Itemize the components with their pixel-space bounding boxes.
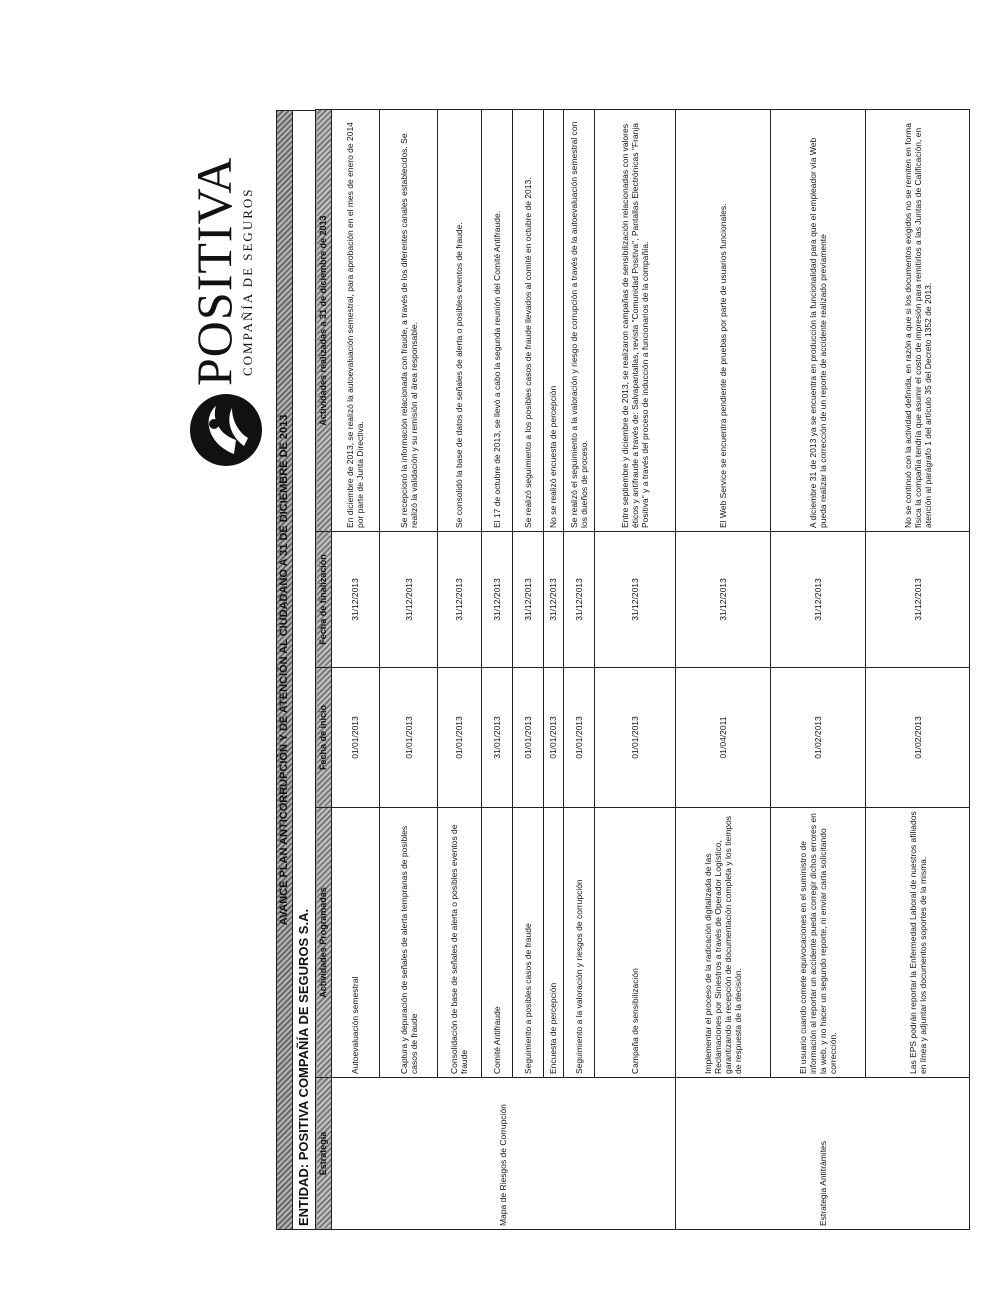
activities-table <box>315 109 970 1230</box>
table-row <box>564 110 595 1230</box>
done-cell: El Web Service se encuentra pendiente de pruebas por parte de usuarios funcionales. <box>676 110 771 532</box>
done-cell: No se continuó con la actividad definida, en razón a que si los documentos exigidos no se remiten en forma física la compañía tendría que asumir el costo de impresión para remitirlos a las Juntas de Calificación, en atención al parágrafo 1 del artículo 35 del Decreto 1352 de 2013. <box>866 110 970 532</box>
activity-cell: Encuesta de percepción <box>543 808 564 1078</box>
end-date-cell: 31/12/2013 <box>380 532 438 668</box>
done-cell: El 17 de octubre de 2013, se llevó a cabo la segunda reunión del Comité Antifraude. <box>481 110 512 532</box>
positiva-logo <box>186 140 271 470</box>
activity-cell: Seguimiento a posibles casos de fraude <box>512 808 543 1078</box>
start-date-cell: 01/01/2013 <box>543 668 564 808</box>
start-date-cell: 01/01/2013 <box>512 668 543 808</box>
end-date-cell: 31/12/2013 <box>595 532 676 668</box>
done-cell: A diciembre 31 de 2013 ya se encuentra en producción la funcionalidad para que el empleador vía Web pueda realizar la corrección de un reporte de accidente realizado previamente <box>771 110 866 532</box>
end-date-cell: 31/12/2013 <box>543 532 564 668</box>
table-row <box>331 110 380 1230</box>
start-date-cell: 01/01/2013 <box>331 668 380 808</box>
table-row <box>512 110 543 1230</box>
logo-emblem-icon <box>186 390 266 470</box>
table-row <box>595 110 676 1230</box>
done-cell: Se recepcionó la información relacionada con fraude, a través de los diferentes canales establecidos. Se realizó la validación y su remisión al área responsable. <box>380 110 438 532</box>
table-row <box>676 110 771 1230</box>
start-date-cell: 01/02/2013 <box>866 668 970 808</box>
done-cell: En diciembre de 2013, se realizó la autoevaluación semestral, para aprobación en el mes de enero de 2014 por parte de Junta Directiva. <box>331 110 380 532</box>
start-date-cell: 31/01/2013 <box>481 668 512 808</box>
header-activities: Actividades Programadas <box>316 808 332 1078</box>
strategy-cell: Mapa de Riesgos de Corrupción <box>331 1078 676 1230</box>
end-date-cell: 31/12/2013 <box>438 532 481 668</box>
done-cell: Se consolidó la base de datos de señales de alerta o posibles eventos de fraude. <box>438 110 481 532</box>
done-cell: Se realizó el seguimiento a la valoración y riesgo de corrupción a través de la autoevaluación semestral con los dueños de proceso. <box>564 110 595 532</box>
table-header-row <box>316 110 332 1230</box>
start-date-cell: 01/01/2013 <box>438 668 481 808</box>
end-date-cell: 31/12/2013 <box>512 532 543 668</box>
activity-cell: Implementar el proceso de la radicación digitalizada de las Reclamaciones por Siniestros a través de Operador Logístico, garantizando la recepción de documentación completa y los tiempos de respuesta de la decisión. <box>676 808 771 1078</box>
start-date-cell: 01/01/2013 <box>380 668 438 808</box>
table-row <box>543 110 564 1230</box>
start-date-cell: 01/04/2011 <box>676 668 771 808</box>
start-date-cell: 01/02/2013 <box>771 668 866 808</box>
end-date-cell: 31/12/2013 <box>331 532 380 668</box>
activity-cell: El usuario cuando comete equivocaciones en el suministro de información al reportar un accidente pueda corregir dichos errores en la web, y no hacer un segundo reporte, ni enviar carta solicitando corrección. <box>771 808 866 1078</box>
end-date-cell: 31/12/2013 <box>771 532 866 668</box>
activity-cell: Comité Antifraude <box>481 808 512 1078</box>
header-done: Actividades realizadas a 31 de diciembre de 2013 <box>316 110 332 532</box>
end-date-cell: 31/12/2013 <box>866 532 970 668</box>
done-cell: Se realizó seguimiento a los posibles casos de fraude llevados al comité en octubre de 2013. <box>512 110 543 532</box>
done-cell: No se realizó encuesta de percepción <box>543 110 564 532</box>
entity-name: ENTIDAD: POSITIVA COMPAÑÍA DE SEGUROS S.A. <box>293 110 315 1230</box>
document-title: AVANCE PLAN ANTICORRUPCIÓN Y DE ATENCIÓN AL CIUDADANO A 31 DE DICIEMBRE DE 2013 <box>276 110 293 1230</box>
table-row <box>866 110 970 1230</box>
table-row <box>380 110 438 1230</box>
activity-cell: Consolidación de base de señales de alerta o posibles eventos de fraude <box>438 808 481 1078</box>
start-date-cell: 01/01/2013 <box>564 668 595 808</box>
end-date-cell: 31/12/2013 <box>564 532 595 668</box>
activity-cell: Autoevaluación semestral <box>331 808 380 1078</box>
activity-cell: Captura y depuración de señales de alerta tempranas de posibles casos de fraude <box>380 808 438 1078</box>
table-row <box>438 110 481 1230</box>
header-start-date: Fecha de inicio <box>316 668 332 808</box>
done-cell: Entre septiembre y diciembre de 2013, se realizaron campañas de sensibilización relacionadas con valores éticos y antifraude a través de: Salvapantallas, revista "Comunidad Positiva", Pantallas Electrónicas "Franja Positiva" y a través del proceso de inducción a funcionarios de la compañía. <box>595 110 676 532</box>
end-date-cell: 31/12/2013 <box>481 532 512 668</box>
activity-cell: Campaña de sensibilización <box>595 808 676 1078</box>
start-date-cell: 01/01/2013 <box>595 668 676 808</box>
brand-name: POSITIVA <box>186 156 242 386</box>
end-date-cell: 31/12/2013 <box>676 532 771 668</box>
table-row <box>481 110 512 1230</box>
strategy-cell: Estrategia Antitrámites <box>676 1078 970 1230</box>
brand-subtitle: COMPAÑÍA DE SEGUROS <box>240 187 255 376</box>
rotated-page <box>180 110 970 1230</box>
header-strategy: Estrategia <box>316 1078 332 1230</box>
activity-cell: Seguimiento a la valoración y riesgos de corrupción <box>564 808 595 1078</box>
header-end-date: Fecha de finalización <box>316 532 332 668</box>
activity-cell: Las EPS podrán reportar la Enfermedad Laboral de nuestros afiliados en línea y adjuntar los documentos soportes de la misma. <box>866 808 970 1078</box>
table-row <box>771 110 866 1230</box>
